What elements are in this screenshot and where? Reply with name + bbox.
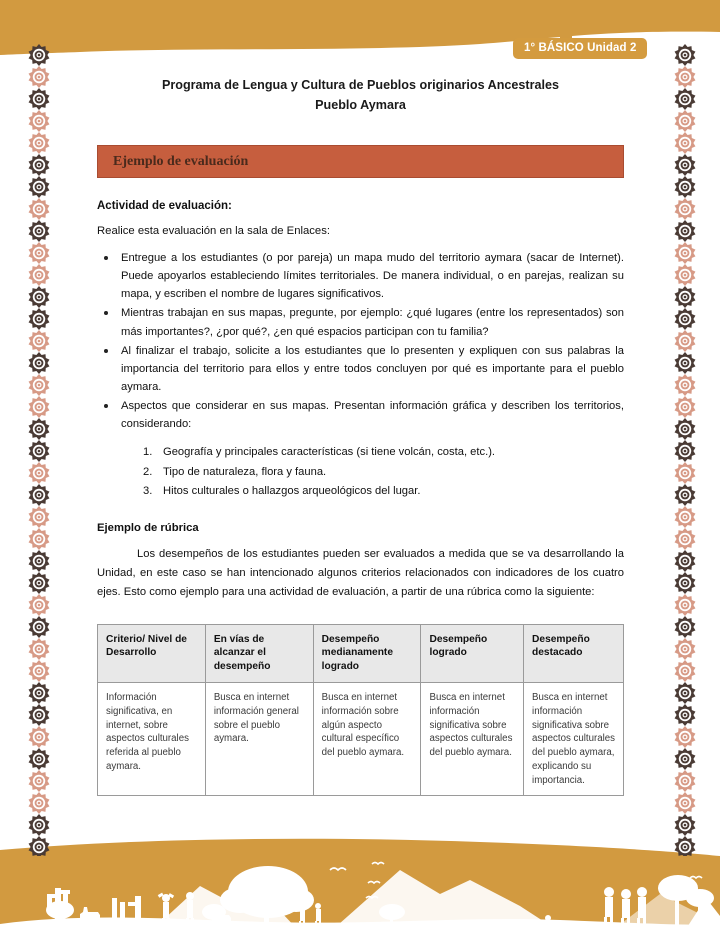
rubric-table — [97, 624, 624, 797]
section-header-bar — [97, 145, 624, 178]
list-item: Aspectos que considerar en sus mapas. Presentan información gráfica y describen los territorios, considerando: — [97, 397, 624, 433]
activity-bullet-list — [97, 249, 624, 433]
rubric-heading: Ejemplo de rúbrica — [97, 522, 199, 535]
unit-badge: 1° BÁSICO Unidad 2 — [513, 38, 647, 59]
table-column-header: En vías de alcanzar el desempeño — [205, 624, 313, 682]
table-cell: Busca en internet información sobre algún aspecto cultural específico del pueblo aymara. — [313, 682, 421, 795]
table-cell: Busca en internet información general sobre el pueblo aymara. — [205, 682, 313, 795]
activity-lead-text: Realice esta evaluación en la sala de Enlaces: — [97, 225, 330, 238]
list-item: Geografía y principales características (si tiene volcán, costa, etc.). — [163, 446, 496, 459]
list-item: Hitos culturales o hallazgos arqueológicos del lugar. — [163, 484, 421, 497]
list-item: Entregue a los estudiantes (o por pareja) un mapa mudo del territorio aymara (sacar de Internet). Puede apoyarlos estableciendo límites territoriales. De manera individual, o en parejas, realizan su mapa, y escriben el nombre de lugares significativos. — [97, 249, 624, 303]
table-column-header: Desempeño destacado — [524, 624, 624, 682]
table-cell: Busca en internet información significativa sobre aspectos culturales del pueblo aymara. — [421, 682, 524, 795]
activity-numbered-list — [97, 443, 624, 501]
table-cell: Información significativa, en internet, sobre aspectos culturales referida al pueblo aymara. — [98, 682, 206, 795]
page-title — [97, 76, 624, 115]
list-item: Al finalizar el trabajo, solicite a los estudiantes que lo presenten y expliquen con sus palabras la importancia del territorio para ellos y entre todos concluyen por qué es importante para el pueblo aymara. — [97, 342, 624, 396]
page-title-line-1: Programa de Lengua y Cultura de Pueblos originarios Ancestrales — [161, 78, 560, 92]
list-item: Mientras trabajan en sus mapas, pregunte, por ejemplo: ¿qué lugares (entre los representados) son más importantes?, ¿por qué?, ¿en qué espacios participan con tu familia? — [97, 304, 624, 340]
section-header-label: Ejemplo de evaluación — [113, 153, 249, 169]
table-header-row — [98, 624, 624, 682]
list-item: Tipo de naturaleza, flora y fauna. — [163, 465, 327, 478]
table-cell: Busca en internet información significativa sobre aspectos culturales del pueblo aymara, explicando su importancia. — [524, 682, 624, 795]
table-column-header: Criterio/ Nivel de Desarrollo — [98, 624, 206, 682]
table-row — [98, 682, 624, 795]
rubric-intro-paragraph: Los desempeños de los estudiantes pueden ser evaluados a medida que se va desarrollando la Unidad, en este caso se han intencionado algunos criterios relacionados con indicadores de los cuatro ejes. Esto como ejemplo para una actividad de evaluación, a partir de una rúbrica como la siguiente: — [97, 548, 624, 598]
table-column-header: Desempeño logrado — [421, 624, 524, 682]
table-column-header: Desempeño medianamente logrado — [313, 624, 421, 682]
activity-heading: Actividad de evaluación: — [97, 200, 232, 213]
page-title-line-2: Pueblo Aymara — [315, 97, 406, 112]
